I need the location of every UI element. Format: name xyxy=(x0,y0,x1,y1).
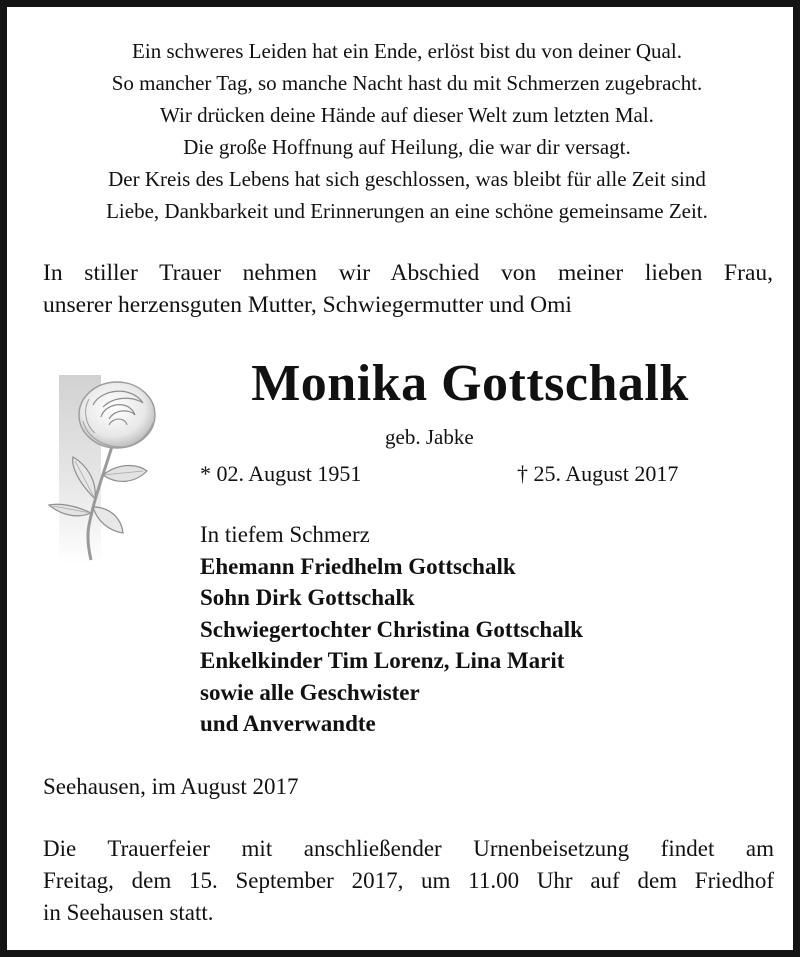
deceased-name: Monika Gottschalk xyxy=(251,355,689,412)
funeral-line: Die Trauerfeier mit anschließender Urnenbeisetzung findet am xyxy=(43,836,774,861)
mourner-entry: Enkelkinder Tim Lorenz, Lina Marit xyxy=(200,648,565,673)
intro-line: In stiller Trauer nehmen wir Abschied von meiner lieben Frau, xyxy=(43,260,773,286)
poem-line: Liebe, Dankbarkeit und Erinnerungen an eine schöne gemeinsame Zeit. xyxy=(106,199,708,223)
funeral-line: in Seehausen statt. xyxy=(43,900,214,925)
mourner-entry: Ehemann Friedhelm Gottschalk xyxy=(200,553,516,579)
poem-line: Der Kreis des Lebens hat sich geschlossen, was bleibt für alle Zeit sind xyxy=(108,167,706,191)
death-date: † 25. August 2017 xyxy=(517,461,679,486)
mourners-lead: In tiefem Schmerz xyxy=(200,522,370,547)
maiden-name: geb. Jabke xyxy=(385,425,474,449)
mourner-entry: Schwiegertochter Christina Gottschalk xyxy=(200,616,583,642)
poem-line: Wir drücken deine Hände auf dieser Welt zum letzten Mal. xyxy=(160,103,654,127)
mourner-entry: Sohn Dirk Gottschalk xyxy=(200,585,415,610)
memorial-poem xyxy=(25,35,789,227)
funeral-line: Freitag, dem 15. September 2017, um 11.00 Uhr auf dem Friedhof xyxy=(43,868,774,893)
funeral-notice xyxy=(43,833,774,929)
rose-icon xyxy=(43,375,163,565)
mourner-entry: und Anverwandte xyxy=(200,711,376,736)
poem-line: Die große Hoffnung auf Heilung, die war dir versagt. xyxy=(183,135,631,159)
intro-line: unserer herzensguten Mutter, Schwiegermutter und Omi xyxy=(43,292,572,318)
announcement-intro xyxy=(43,257,773,321)
poem-line: So mancher Tag, so manche Nacht hast du mit Schmerzen zugebracht. xyxy=(111,71,703,95)
mourners-list xyxy=(200,519,760,740)
place-and-date: Seehausen, im August 2017 xyxy=(43,774,299,799)
birth-date: * 02. August 1951 xyxy=(200,461,362,486)
poem-line: Ein schweres Leiden hat ein Ende, erlöst bist du von deiner Qual. xyxy=(132,39,682,63)
mourner-entry: sowie alle Geschwister xyxy=(200,679,420,705)
